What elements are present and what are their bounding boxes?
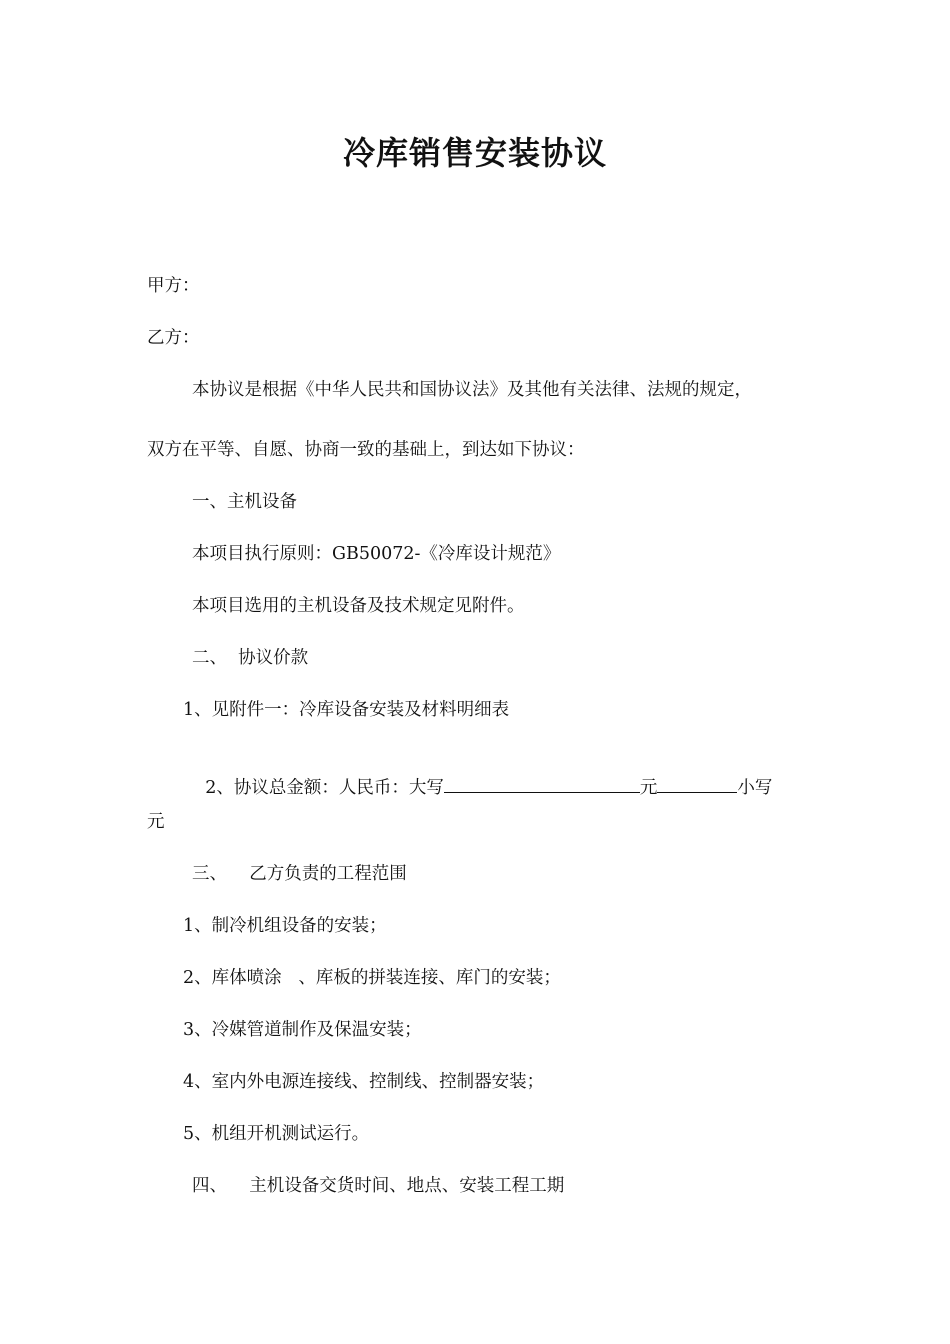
party-a-label: 甲方： — [147, 276, 200, 296]
section3-item: 4、室内外电源连接线、控制线、控制器安装； — [183, 1072, 545, 1092]
section1-line1: 本项目执行原则：GB50072-《冷库设计规范》 — [192, 544, 561, 564]
intro-paragraph-line1: 本协议是根据《中华人民共和国协议法》及其他有关法律、法规的规定， — [192, 380, 752, 400]
section1-heading: 一、主机设备 — [192, 492, 297, 512]
amount-small-blank[interactable] — [657, 774, 737, 793]
amount-words-blank[interactable] — [444, 774, 640, 793]
amount-small-label: 小写 — [737, 778, 773, 798]
intro-paragraph-line2: 双方在平等、自愿、协商一致的基础上，到达如下协议： — [147, 440, 585, 460]
amount-prefix: 2、协议总金额：人民币：大写 — [205, 778, 444, 798]
section3-item: 2、库体喷涂 、库板的拼装连接、库门的安装； — [183, 968, 561, 988]
section4-heading: 四、 主机设备交货时间、地点、安装工程工期 — [192, 1176, 565, 1196]
section3-heading: 三、 乙方负责的工程范围 — [192, 864, 407, 884]
section2-item2 — [183, 750, 772, 824]
section2-heading: 二、 协议价款 — [192, 648, 309, 668]
section2-item1: 1、见附件一：冷库设备安装及材料明细表 — [183, 700, 510, 720]
document-title: 冷库销售安装协议 — [342, 134, 607, 172]
amount-yuan-label: 元 — [639, 778, 658, 798]
party-b-label: 乙方： — [147, 328, 200, 348]
section1-line2: 本项目选用的主机设备及技术规定见附件。 — [192, 596, 525, 616]
section3-item: 1、制冷机组设备的安装； — [183, 916, 387, 936]
section3-item: 3、冷媒管道制作及保温安装； — [183, 1020, 422, 1040]
section3-item: 5、机组开机测试运行。 — [183, 1124, 370, 1144]
amount-tail-yuan: 元 — [147, 812, 165, 832]
